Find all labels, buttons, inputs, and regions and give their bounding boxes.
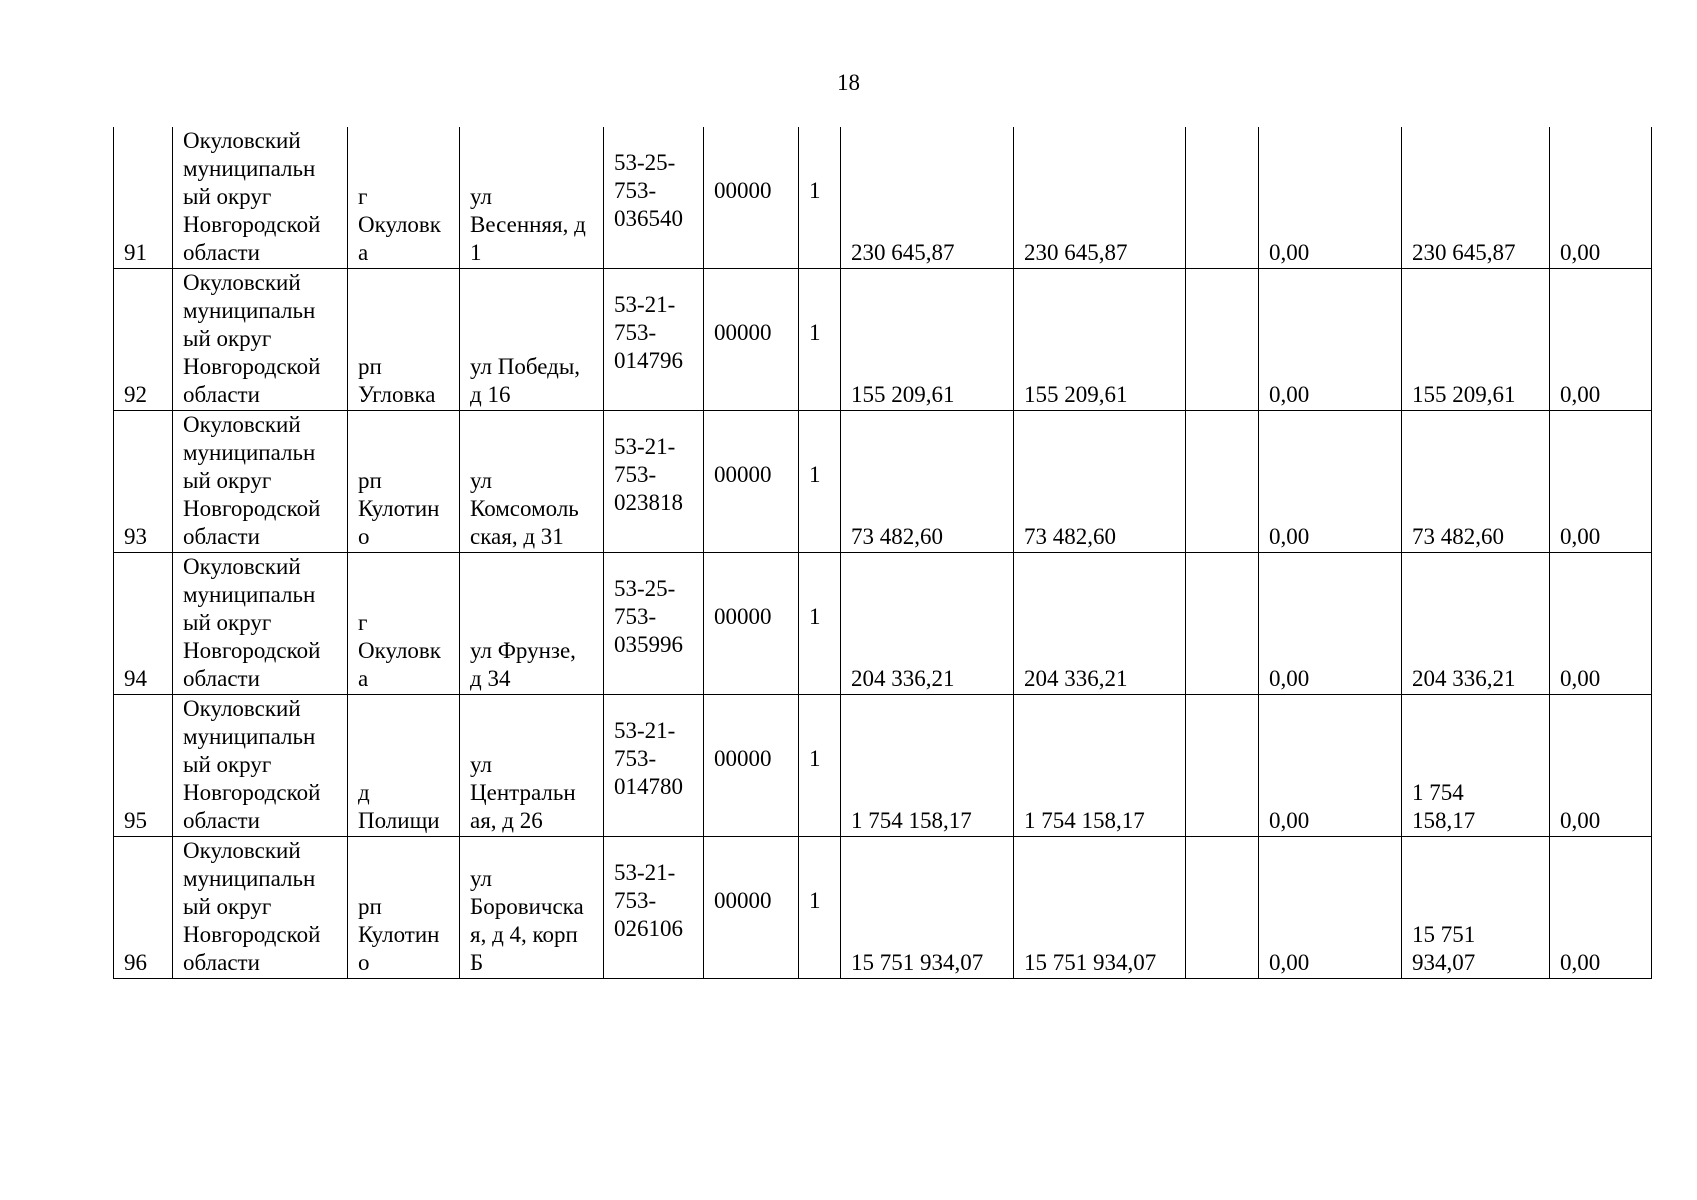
street-address-cell: ул Боровичска я, д 4, корп Б xyxy=(460,837,604,979)
amount-cell-3 xyxy=(1186,127,1259,269)
table-row xyxy=(114,127,1652,269)
amount-cell-1: 155 209,61 xyxy=(841,269,1014,411)
street-address-cell: ул Победы, д 16 xyxy=(460,269,604,411)
table-row xyxy=(114,837,1652,979)
house-code-cell: 53-21- 753- 026106 xyxy=(604,837,704,979)
table-row xyxy=(114,269,1652,411)
amount-cell-3 xyxy=(1186,837,1259,979)
amount-cell-1: 1 754 158,17 xyxy=(841,695,1014,837)
row-number-cell: 91 xyxy=(114,127,173,269)
table-row xyxy=(114,411,1652,553)
municipality-cell: Окуловский муниципальн ый округ Новгородской области xyxy=(173,837,348,979)
settlement-cell: рп Кулотин о xyxy=(348,837,460,979)
amount-cell-6: 0,00 xyxy=(1550,411,1652,553)
amount-cell-6: 0,00 xyxy=(1550,695,1652,837)
table-row xyxy=(114,695,1652,837)
house-code-cell: 53-21- 753- 014780 xyxy=(604,695,704,837)
amount-cell-4: 0,00 xyxy=(1259,695,1402,837)
page-number: 18 xyxy=(837,70,860,95)
row-number-cell: 95 xyxy=(114,695,173,837)
count-cell: 1 xyxy=(799,553,841,695)
registry-table xyxy=(113,127,1652,979)
municipality-cell: Окуловский муниципальн ый округ Новгородской области xyxy=(173,269,348,411)
amount-cell-2: 155 209,61 xyxy=(1014,269,1186,411)
house-code-cell: 53-21- 753- 023818 xyxy=(604,411,704,553)
count-cell: 1 xyxy=(799,411,841,553)
amount-cell-1: 230 645,87 xyxy=(841,127,1014,269)
amount-cell-6: 0,00 xyxy=(1550,127,1652,269)
amount-cell-5: 155 209,61 xyxy=(1402,269,1550,411)
municipality-cell: Окуловский муниципальн ый округ Новгородской области xyxy=(173,695,348,837)
row-number-cell: 96 xyxy=(114,837,173,979)
amount-cell-1: 204 336,21 xyxy=(841,553,1014,695)
amount-cell-6: 0,00 xyxy=(1550,553,1652,695)
amount-cell-4: 0,00 xyxy=(1259,127,1402,269)
amount-cell-2: 204 336,21 xyxy=(1014,553,1186,695)
table-row xyxy=(114,553,1652,695)
street-address-cell: ул Весенняя, д 1 xyxy=(460,127,604,269)
municipality-cell: Окуловский муниципальн ый округ Новгородской области xyxy=(173,553,348,695)
settlement-cell: д Полищи xyxy=(348,695,460,837)
amount-cell-5: 230 645,87 xyxy=(1402,127,1550,269)
house-code-cell: 53-21- 753- 014796 xyxy=(604,269,704,411)
house-code-cell: 53-25- 753- 036540 xyxy=(604,127,704,269)
amount-cell-1: 15 751 934,07 xyxy=(841,837,1014,979)
amount-cell-4: 0,00 xyxy=(1259,837,1402,979)
amount-cell-3 xyxy=(1186,269,1259,411)
table-body xyxy=(114,127,1652,979)
amount-cell-6: 0,00 xyxy=(1550,837,1652,979)
amount-cell-1: 73 482,60 xyxy=(841,411,1014,553)
settlement-cell: г Окуловк а xyxy=(348,553,460,695)
municipality-cell: Окуловский муниципальн ый округ Новгородской области xyxy=(173,411,348,553)
amount-cell-3 xyxy=(1186,695,1259,837)
count-cell: 1 xyxy=(799,127,841,269)
amount-cell-5: 73 482,60 xyxy=(1402,411,1550,553)
street-address-cell: ул Комсомоль ская, д 31 xyxy=(460,411,604,553)
code-cell: 00000 xyxy=(704,553,799,695)
amount-cell-3 xyxy=(1186,553,1259,695)
settlement-cell: г Окуловк а xyxy=(348,127,460,269)
count-cell: 1 xyxy=(799,695,841,837)
street-address-cell: ул Фрунзе, д 34 xyxy=(460,553,604,695)
code-cell: 00000 xyxy=(704,269,799,411)
amount-cell-5: 1 754 158,17 xyxy=(1402,695,1550,837)
settlement-cell: рп Угловка xyxy=(348,269,460,411)
amount-cell-4: 0,00 xyxy=(1259,553,1402,695)
row-number-cell: 94 xyxy=(114,553,173,695)
amount-cell-4: 0,00 xyxy=(1259,269,1402,411)
amount-cell-4: 0,00 xyxy=(1259,411,1402,553)
amount-cell-5: 15 751 934,07 xyxy=(1402,837,1550,979)
amount-cell-5: 204 336,21 xyxy=(1402,553,1550,695)
amount-cell-2: 1 754 158,17 xyxy=(1014,695,1186,837)
code-cell: 00000 xyxy=(704,695,799,837)
row-number-cell: 93 xyxy=(114,411,173,553)
count-cell: 1 xyxy=(799,269,841,411)
amount-cell-6: 0,00 xyxy=(1550,269,1652,411)
amount-cell-2: 73 482,60 xyxy=(1014,411,1186,553)
municipality-cell: Окуловский муниципальн ый округ Новгородской области xyxy=(173,127,348,269)
settlement-cell: рп Кулотин о xyxy=(348,411,460,553)
count-cell: 1 xyxy=(799,837,841,979)
amount-cell-2: 230 645,87 xyxy=(1014,127,1186,269)
code-cell: 00000 xyxy=(704,127,799,269)
amount-cell-3 xyxy=(1186,411,1259,553)
code-cell: 00000 xyxy=(704,837,799,979)
row-number-cell: 92 xyxy=(114,269,173,411)
street-address-cell: ул Центральн ая, д 26 xyxy=(460,695,604,837)
code-cell: 00000 xyxy=(704,411,799,553)
house-code-cell: 53-25- 753- 035996 xyxy=(604,553,704,695)
amount-cell-2: 15 751 934,07 xyxy=(1014,837,1186,979)
